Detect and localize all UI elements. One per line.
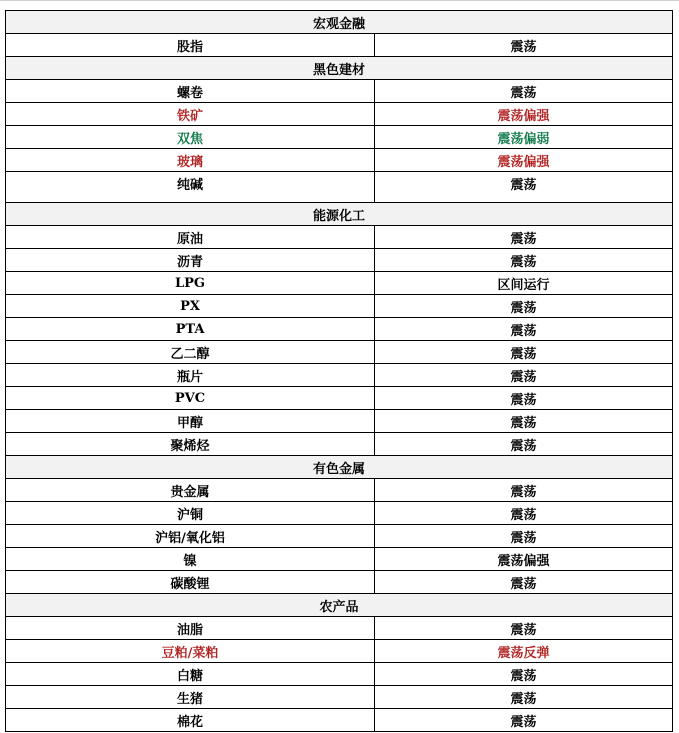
section-header-row <box>6 456 673 479</box>
section-title: 宏观金融 <box>6 11 673 34</box>
commodity-name: 甲醇 <box>6 410 375 433</box>
commodity-name: 碳酸锂 <box>6 571 375 594</box>
outlook-value: 震荡偏强 <box>375 548 673 571</box>
outlook-value: 震荡 <box>375 226 673 249</box>
table-row <box>6 80 673 103</box>
commodity-name: 螺卷 <box>6 80 375 103</box>
outlook-value: 震荡 <box>375 364 673 387</box>
outlook-value: 震荡偏弱 <box>375 126 673 149</box>
commodity-name: 乙二醇 <box>6 341 375 364</box>
commodity-name: 原油 <box>6 226 375 249</box>
table-row <box>6 709 673 732</box>
table-row <box>6 226 673 249</box>
outlook-value: 震荡 <box>375 479 673 502</box>
table-row <box>6 571 673 594</box>
outlook-value: 震荡 <box>375 433 673 456</box>
table-row <box>6 525 673 548</box>
commodity-name: 瓶片 <box>6 364 375 387</box>
outlook-value: 震荡 <box>375 686 673 709</box>
table-row <box>6 617 673 640</box>
outlook-value: 震荡 <box>375 172 673 203</box>
commodity-name: 股指 <box>6 34 375 57</box>
outlook-value: 震荡 <box>375 387 673 410</box>
commodity-name: LPG <box>6 272 375 295</box>
commodity-name: 铁矿 <box>6 103 375 126</box>
table-row <box>6 479 673 502</box>
outlook-value: 震荡 <box>375 295 673 318</box>
section-header-row <box>6 594 673 617</box>
table-row <box>6 249 673 272</box>
section-header-row <box>6 57 673 80</box>
table-row <box>6 34 673 57</box>
commodity-name: 玻璃 <box>6 149 375 172</box>
outlook-value: 震荡偏强 <box>375 103 673 126</box>
outlook-value: 震荡 <box>375 617 673 640</box>
outlook-value: 震荡 <box>375 341 673 364</box>
commodity-name: 贵金属 <box>6 479 375 502</box>
table-row <box>6 387 673 410</box>
table-row <box>6 686 673 709</box>
outlook-value: 震荡 <box>375 502 673 525</box>
outlook-value: 震荡 <box>375 80 673 103</box>
section-title: 农产品 <box>6 594 673 617</box>
table-row <box>6 126 673 149</box>
commodity-name: 聚烯烃 <box>6 433 375 456</box>
section-header-row <box>6 203 673 226</box>
outlook-value: 震荡偏强 <box>375 149 673 172</box>
table-row <box>6 663 673 686</box>
table-row <box>6 149 673 172</box>
section-title: 能源化工 <box>6 203 673 226</box>
table-row <box>6 640 673 663</box>
commodity-name: 白糖 <box>6 663 375 686</box>
commodity-name: 油脂 <box>6 617 375 640</box>
table-row <box>6 410 673 433</box>
table-row <box>6 502 673 525</box>
outlook-value: 震荡反弹 <box>375 640 673 663</box>
outlook-value: 震荡 <box>375 410 673 433</box>
section-title: 黑色建材 <box>6 57 673 80</box>
table-row <box>6 172 673 203</box>
outlook-value: 震荡 <box>375 249 673 272</box>
commodity-name: 纯碱 <box>6 172 375 203</box>
commodity-name: 沪铜 <box>6 502 375 525</box>
outlook-value: 震荡 <box>375 34 673 57</box>
outlook-value: 震荡 <box>375 318 673 341</box>
table-row <box>6 433 673 456</box>
commodity-name: PTA <box>6 318 375 341</box>
commodity-name: PX <box>6 295 375 318</box>
outlook-value: 区间运行 <box>375 272 673 295</box>
section-title: 有色金属 <box>6 456 673 479</box>
table-row <box>6 272 673 295</box>
table-row <box>6 364 673 387</box>
commodity-name: 镍 <box>6 548 375 571</box>
table-row <box>6 318 673 341</box>
commodity-name: 生猪 <box>6 686 375 709</box>
section-header-row <box>6 11 673 34</box>
table-row <box>6 295 673 318</box>
commodity-name: 双焦 <box>6 126 375 149</box>
outlook-value: 震荡 <box>375 571 673 594</box>
commodity-name: 沪铝/氧化铝 <box>6 525 375 548</box>
table-row <box>6 548 673 571</box>
table-row <box>6 341 673 364</box>
commodity-name: 豆粕/菜粕 <box>6 640 375 663</box>
commodity-name: 沥青 <box>6 249 375 272</box>
commodity-outlook-table <box>5 10 673 732</box>
outlook-value: 震荡 <box>375 663 673 686</box>
outlook-value: 震荡 <box>375 709 673 732</box>
commodity-name: 棉花 <box>6 709 375 732</box>
top-divider <box>0 0 679 1</box>
table-row <box>6 103 673 126</box>
outlook-value: 震荡 <box>375 525 673 548</box>
commodity-name: PVC <box>6 387 375 410</box>
